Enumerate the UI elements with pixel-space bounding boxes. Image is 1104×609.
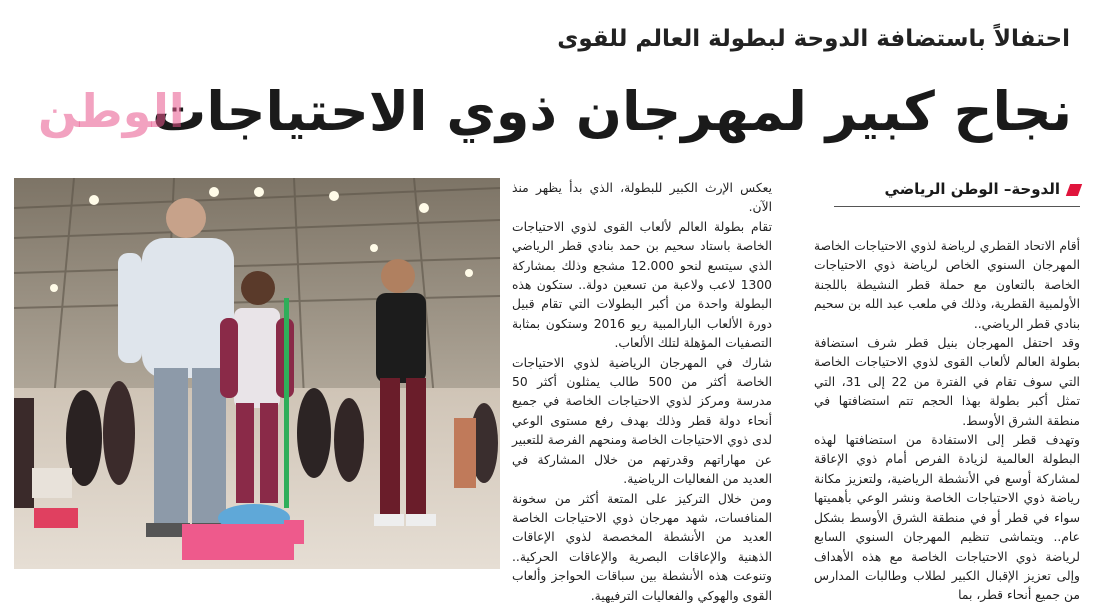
article-column-middle [512,179,772,606]
article-photo [14,178,500,569]
byline-mark-icon [1066,184,1082,196]
byline-bar [834,180,1080,207]
middle-paragraph-4: ومن خلال التركيز على المتعة أكثر من سخونة المنافسات، شهد مهرجان ذوي الاحتياجات الخاصة العديد من الأنشطة المخصصة لذوي الإعاقات الذهنية والإعاقات البصرية والإعاقات الحركية.. وتنوعت هذه الأنشطة بين سباقات الحواجز وألعاب القوى والهوكي والفعاليات الترفيهية. [512,491,772,603]
right-paragraph-1: أقام الاتحاد القطري لرياضة لذوي الاحتياجات الخاصة المهرجان السنوي الخاص لرياضة ذوي الاحتياجات الخاصة بالتعاون مع حملة قطر النشيطة باللجنة الأولمبية القطرية، وذلك في ملعب عبد الله بن سحيم بنادي قطر الرياضي.. [814,239,1080,331]
middle-paragraph-3: شارك في المهرجان الرياضية لذوي الاحتياجات الخاصة أكثر من 500 طالب يمثلون أكثر 50 مدرسة ومركز لذوي الاحتياجات الخاصة في جميع أنحاء دولة قطر وذلك بهدف رفع مستوى الوعي لدى ذوي الاحتياجات الخاصة ومنحهم الفرصة للتعبير عن مهاراتهم وقدرتهم من خلال المشاركة في العديد من الفعاليات الرياضية. [512,355,773,487]
byline-city: الدوحة– [1003,180,1060,198]
byline-source: الوطن الرياضي [884,180,999,198]
article-column-right [814,237,1080,606]
middle-paragraph-1: يعكس الإرث الكبير للبطولة، الذي بدأ يظهر منذ الآن. [512,181,772,215]
watermark-logo: الوطن [38,84,185,138]
headline: نجاح كبير لمهرجان ذوي الاحتياجات [152,80,1072,143]
photo-illustration [14,178,500,569]
right-paragraph-3: وتهدف قطر إلى الاستفادة من استضافتها لهذه البطولة العالمية لزيادة الفرص أمام ذوي الإعاقة لمشاركة أوسع في الأنشطة الرياضية، ولتعزيز مكانة رياضة ذوي الاحتياجات الخاصة ونشر الوعي بأهميتها سواء في قطر أو في منطقة الشرق الأوسط بشكل عام.. ويتماشى تنظيم المهرجان السنوي السابع لرياضة ذوي الاحتياجات الخاصة مع هذه الأهداف وإلى تعزيز الإقبال الكبير لطلاب وطالبات المدارس من جميع أنحاء قطر، بما [814,433,1080,603]
kicker: احتفالاً باستضافة الدوحة لبطولة العالم للقوى [557,26,1070,52]
right-paragraph-2: وقد احتفل المهرجان بنيل قطر شرف استضافة بطولة العالم لألعاب القوى لذوي الاحتياجات الخاصة التي سوف تقام في الفترة من 22 إلى 31، التي تمثل أكبر بطولة بهذا الحجم تتم استضافتها في منطقة الشرق الأوسط. [814,336,1080,428]
middle-paragraph-2: تقام بطولة العالم لألعاب القوى لذوي الاحتياجات الخاصة باستاد سحيم بن حمد بنادي قطر الرياضي الذي سيتسع لنحو 12.000 مشجع وذلك بمشاركة 1300 لاعب ولاعبة من تسعين دولة.. ستكون هذه البطولة واحدة من أكبر البطولات التي تقام قبيل دورة الألعاب البارالمبية ريو 2016 وستكون بمثابة التصفيات المؤهلة لتلك الألعاب. [512,219,773,351]
